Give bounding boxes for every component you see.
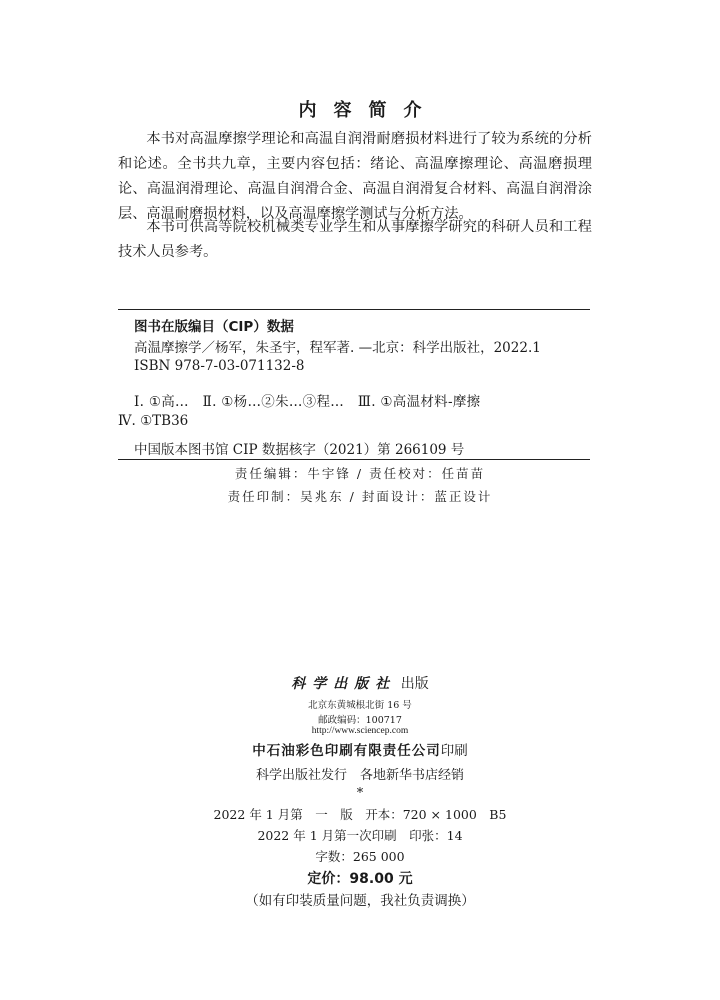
price: 定价：98.00 元	[307, 871, 413, 887]
publisher-name: 科学出版社	[291, 676, 397, 692]
cip-top-rule	[118, 309, 590, 310]
intro-paragraph-1: 本书对高温摩擦学理论和高温自润滑耐磨损材料进行了较为系统的分析和论述。全书共九章，主要内容包括：绪论、高温摩擦理论、高温磨损理论、高温润滑理论、高温自润滑合金、高温自润滑复合材料、高温自润滑涂层、高温耐磨损材料，以及高温摩擦学测试与分析方法。	[118, 131, 592, 222]
cip-record-number: 中国版本图书馆 CIP 数据核字（2021）第 266109 号	[134, 442, 465, 458]
publisher-line	[0, 673, 720, 693]
cip-isbn: ISBN 978-7-03-071132-8	[134, 358, 305, 374]
intro-paragraph-2: 本书可供高等院校机械类专业学生和从事摩擦学研究的科研人员和工程技术人员参考。	[118, 219, 592, 260]
word-count: 字数：265 000	[315, 849, 405, 864]
page-title: 内容简介	[298, 100, 439, 121]
printer-suffix: 印刷	[440, 743, 468, 759]
cip-title-line: 高温摩擦学／杨军，朱圣宇，程军著. —北京：科学出版社，2022.1	[134, 340, 541, 356]
credits-editor-line: 责任编辑：牛宇锋 / 责任校对：任苗苗	[234, 466, 486, 481]
separator-star: *	[356, 786, 364, 801]
publisher-suffix: 出版	[400, 676, 429, 692]
cip-heading: 图书在版编目（CIP）数据	[134, 319, 294, 335]
edition-line: 2022 年 1 月第 一 版 开本：720 × 1000 B5	[213, 807, 507, 822]
quality-note: （如有印装质量问题，我社负责调换）	[245, 893, 475, 909]
cip-class-number: Ⅳ. ①TB36	[118, 413, 189, 429]
publisher-address: 北京东黄城根北街 16 号	[308, 700, 412, 711]
publisher-url: http://www.sciencep.com	[311, 726, 409, 736]
cip-classification: Ⅰ. ①高… Ⅱ. ①杨…②朱…③程… Ⅲ. ①高温材料-摩擦	[134, 394, 481, 410]
publisher-postcode: 邮政编码：100717	[318, 715, 402, 726]
printer-line	[0, 739, 720, 759]
printer-name: 中石油彩色印刷有限责任公司	[252, 743, 441, 759]
distribution-line: 科学出版社发行 各地新华书店经销	[255, 768, 464, 783]
printing-line: 2022 年 1 月第一次印刷 印张：14	[257, 828, 463, 843]
cip-bottom-rule	[118, 459, 590, 460]
credits-print-line: 责任印制：吴兆东 / 封面设计：蓝正设计	[227, 489, 493, 504]
